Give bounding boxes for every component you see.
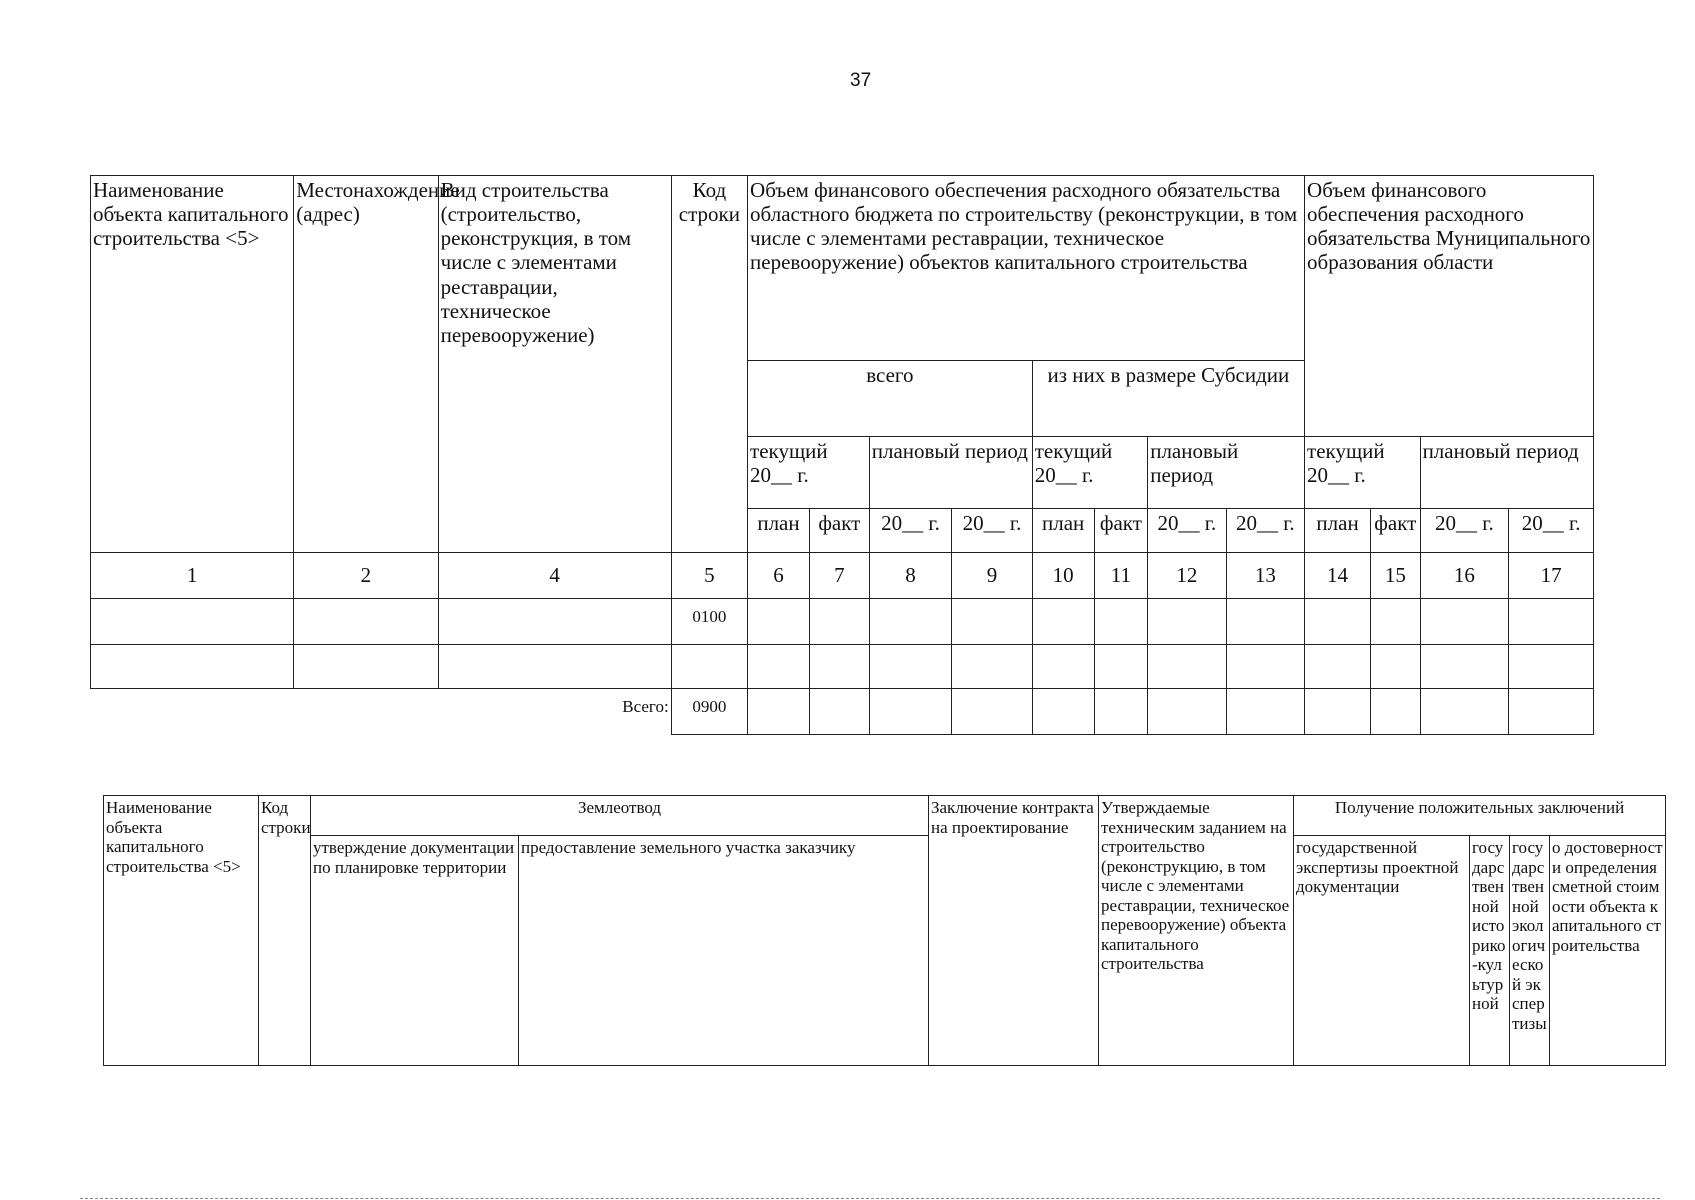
- total-row: [91, 689, 1594, 735]
- header-fact: факт: [1371, 509, 1421, 553]
- header-planned-period: плановый период: [869, 437, 1032, 509]
- header-tech-task: Утверждаемые техническим заданием на строительство (реконструкцию, в том числе с элементами реставрации, техническое перевооружение) объекта капитального строительства: [1099, 796, 1294, 1066]
- header-plan: план: [748, 509, 810, 553]
- header-historical-expertise: государственной историко-культурной: [1470, 836, 1510, 1066]
- column-number: 8: [869, 553, 952, 599]
- header-positive-conclusions: Получение положительных заключений: [1294, 796, 1666, 836]
- total-label: Всего:: [622, 697, 669, 716]
- header-year: 20__ г.: [1148, 509, 1226, 553]
- row-code: 0100: [671, 599, 747, 645]
- header-year: 20__ г.: [1509, 509, 1594, 553]
- header-state-expertise: государственной экспертизы проектной документации: [1294, 836, 1470, 1066]
- header-object-name: Наименование объекта капитального строительства <5>: [91, 176, 294, 553]
- header-fact: факт: [1094, 509, 1148, 553]
- column-number: 12: [1148, 553, 1226, 599]
- header-municipal-volume: Объем финансового обеспечения расходного обязательства Муниципального образования области: [1305, 176, 1594, 437]
- page-edge-rule: [80, 1198, 1660, 1199]
- column-number: 14: [1305, 553, 1371, 599]
- header-row-code: Код строки: [259, 796, 311, 1066]
- header-land-approval: утверждение документации по планировке территории: [311, 836, 519, 1066]
- column-number-row: [91, 553, 1594, 599]
- header-current-year: текущий 20__ г.: [1032, 437, 1148, 509]
- page-number: 37: [850, 70, 872, 91]
- header-plan: план: [1305, 509, 1371, 553]
- column-number: 17: [1509, 553, 1594, 599]
- column-number: 13: [1226, 553, 1304, 599]
- land-and-expertise-table: [103, 795, 1666, 1066]
- header-reliability-conclusion: о достоверности определения сметной стоимости объекта капитального строительства: [1550, 836, 1666, 1066]
- header-current-year: текущий 20__ г.: [1305, 437, 1421, 509]
- column-number: 5: [671, 553, 747, 599]
- column-number: 9: [952, 553, 1032, 599]
- header-row-code: Код строки: [671, 176, 747, 553]
- header-object-name: Наименование объекта капитального строительства <5>: [104, 796, 259, 1066]
- header-plan: план: [1032, 509, 1094, 553]
- header-land-allocation: Землеотвод: [311, 796, 929, 836]
- column-number: 16: [1420, 553, 1509, 599]
- header-total: всего: [748, 361, 1033, 437]
- header-ecological-expertise: государственной экологической экспертизы: [1510, 836, 1550, 1066]
- header-planned-period: плановый период: [1148, 437, 1305, 509]
- header-land-provision: предоставление земельного участка заказчику: [519, 836, 929, 1066]
- column-number: 4: [438, 553, 671, 599]
- header-planned-period: плановый период: [1420, 437, 1593, 509]
- header-oblast-volume: Объем финансового обеспечения расходного обязательства областного бюджета по строительству (реконструкции, в том числе с элементами реставрации, техническое перевооружение) объектов капитального строительства: [748, 176, 1305, 361]
- financing-table: [90, 175, 1594, 735]
- header-year: 20__ г.: [869, 509, 952, 553]
- column-number: 11: [1094, 553, 1148, 599]
- header-current-year: текущий 20__ г.: [748, 437, 870, 509]
- header-year: 20__ г.: [1420, 509, 1509, 553]
- column-number: 15: [1371, 553, 1421, 599]
- table-row: [91, 645, 1594, 689]
- column-number: 6: [748, 553, 810, 599]
- header-fact: факт: [809, 509, 869, 553]
- header-contract: Заключение контракта на проектирование: [929, 796, 1099, 1066]
- header-year: 20__ г.: [1226, 509, 1304, 553]
- header-year: 20__ г.: [952, 509, 1032, 553]
- column-number: 1: [91, 553, 294, 599]
- header-subsidy: из них в размере Субсидии: [1032, 361, 1304, 437]
- header-location: Местонахождение (адрес): [294, 176, 438, 553]
- column-number: 10: [1032, 553, 1094, 599]
- header-construction-type: Вид строительства (строительство, реконструкция, в том числе с элементами реставрации, техническое перевооружение): [438, 176, 671, 553]
- total-code: 0900: [671, 689, 747, 735]
- column-number: 7: [809, 553, 869, 599]
- column-number: 2: [294, 553, 438, 599]
- table-row: [91, 599, 1594, 645]
